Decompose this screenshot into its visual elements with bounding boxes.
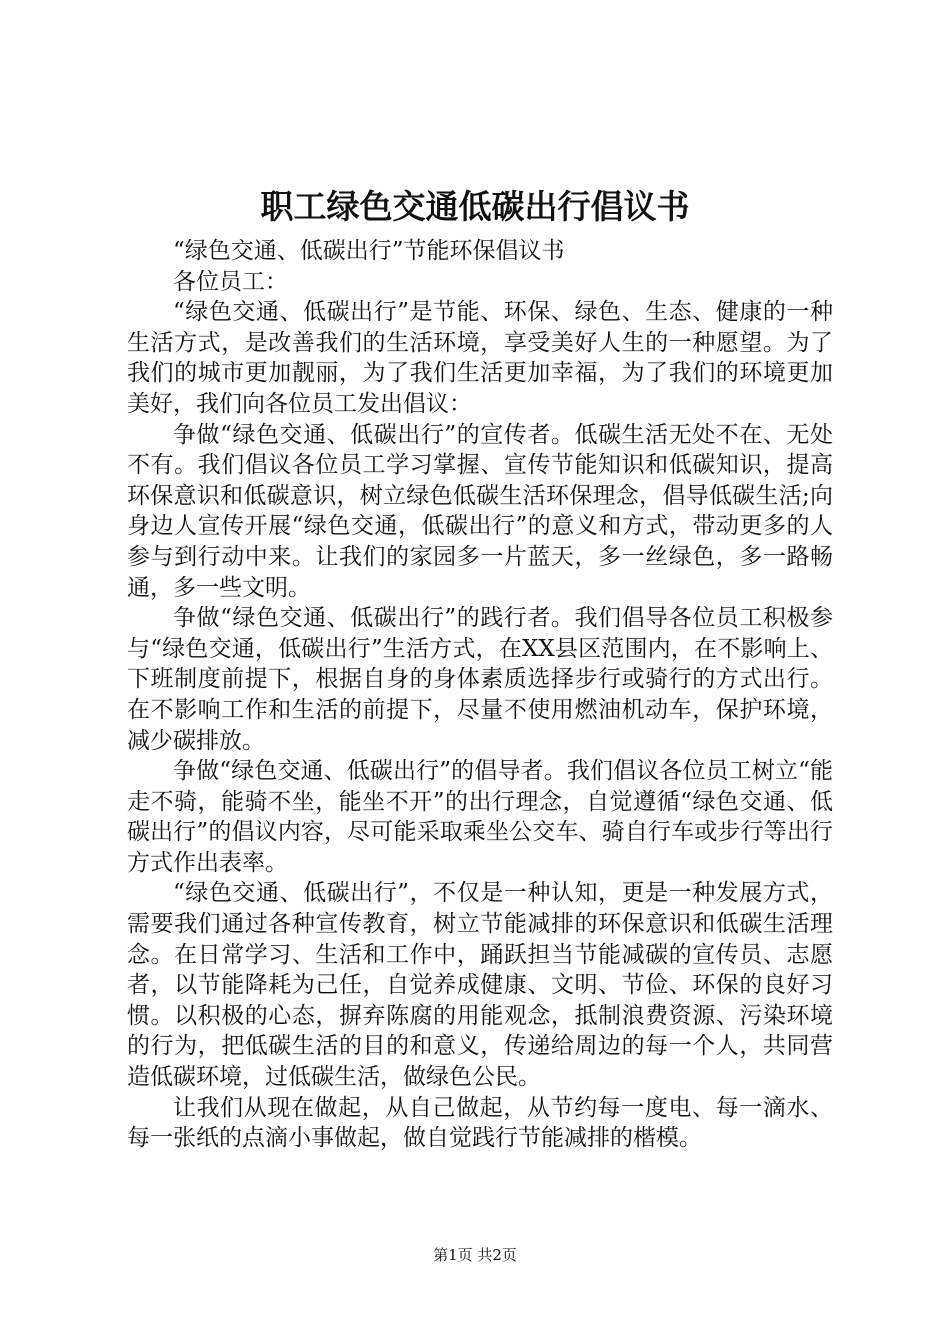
salutation-paragraph: 各位员工： — [173, 268, 288, 295]
closing-paragraph: 让我们从现在做起，从自己做起，从节约每一度电、每一滴水、每一张纸的点滴小事做起，做自觉践行节能减排的楷模。 — [127, 1094, 833, 1152]
document-title: 职工绿色交通低碳出行倡议书 — [260, 187, 690, 226]
intro-paragraph: “绿色交通、低碳出行”是节能、环保、绿色、生态、健康的一种生活方式，是改善我们的生活环境，享受美好人生的一种愿望。为了我们的城市更加靓丽，为了我们生活更加幸福，为了我们的环境更加美好，我们向各位员工发出倡议： — [127, 299, 833, 417]
development-paragraph: “绿色交通、低碳出行”，不仅是一种认知，更是一种发展方式，需要我们通过各种宣传教育，树立节能减排的环保意识和低碳生活理念。在日常学习、生活和工作中，踊跃担当节能减碳的宣传员、志愿者，以节能降耗为己任，自觉养成健康、文明、节俭、环保的良好习惯。以积极的心态，摒弃陈腐的用能观念，抵制浪费资源、污染环境的行为，把低碳生活的目的和意义，传递给周边的每一个人，共同营造低碳环境，过低碳生活，做绿色公民。 — [127, 880, 833, 1091]
practitioner-paragraph: 争做“绿色交通、低碳出行”的践行者。我们倡导各位员工积极参与“绿色交通，低碳出行”生活方式，在XX县区范围内，在不影响上、下班制度前提下，根据自身的身体素质选择步行或骑行的方式出行。在不影响工作和生活的前提下，尽量不使用燃油机动车，保护环境，减少碳排放。 — [127, 605, 833, 754]
document-body — [127, 236, 833, 1154]
advocate-paragraph: 争做“绿色交通、低碳出行”的倡导者。我们倡议各位员工树立“能走不骑，能骑不坐，能坐不开”的出行理念，自觉遵循“绿色交通、低碳出行”的倡议内容，尽可能采取乘坐公交车、骑自行车或步行等出行方式作出表率。 — [127, 758, 833, 876]
subtitle-paragraph: “绿色交通、低碳出行”节能环保倡议书 — [173, 238, 565, 264]
page-number-footer: 第1页 共2页 — [433, 1246, 517, 1264]
propagandist-paragraph: 争做“绿色交通、低碳出行”的宣传者。低碳生活无处不在、无处不有。我们倡议各位员工学习掌握、宣传节能知识和低碳知识，提高环保意识和低碳意识，树立绿色低碳生活环保理念，倡导低碳生活;向身边人宣传开展“绿色交通，低碳出行”的意义和方式，带动更多的人参与到行动中来。让我们的家园多一片蓝天，多一丝绿色，多一路畅通，多一些文明。 — [127, 421, 833, 601]
